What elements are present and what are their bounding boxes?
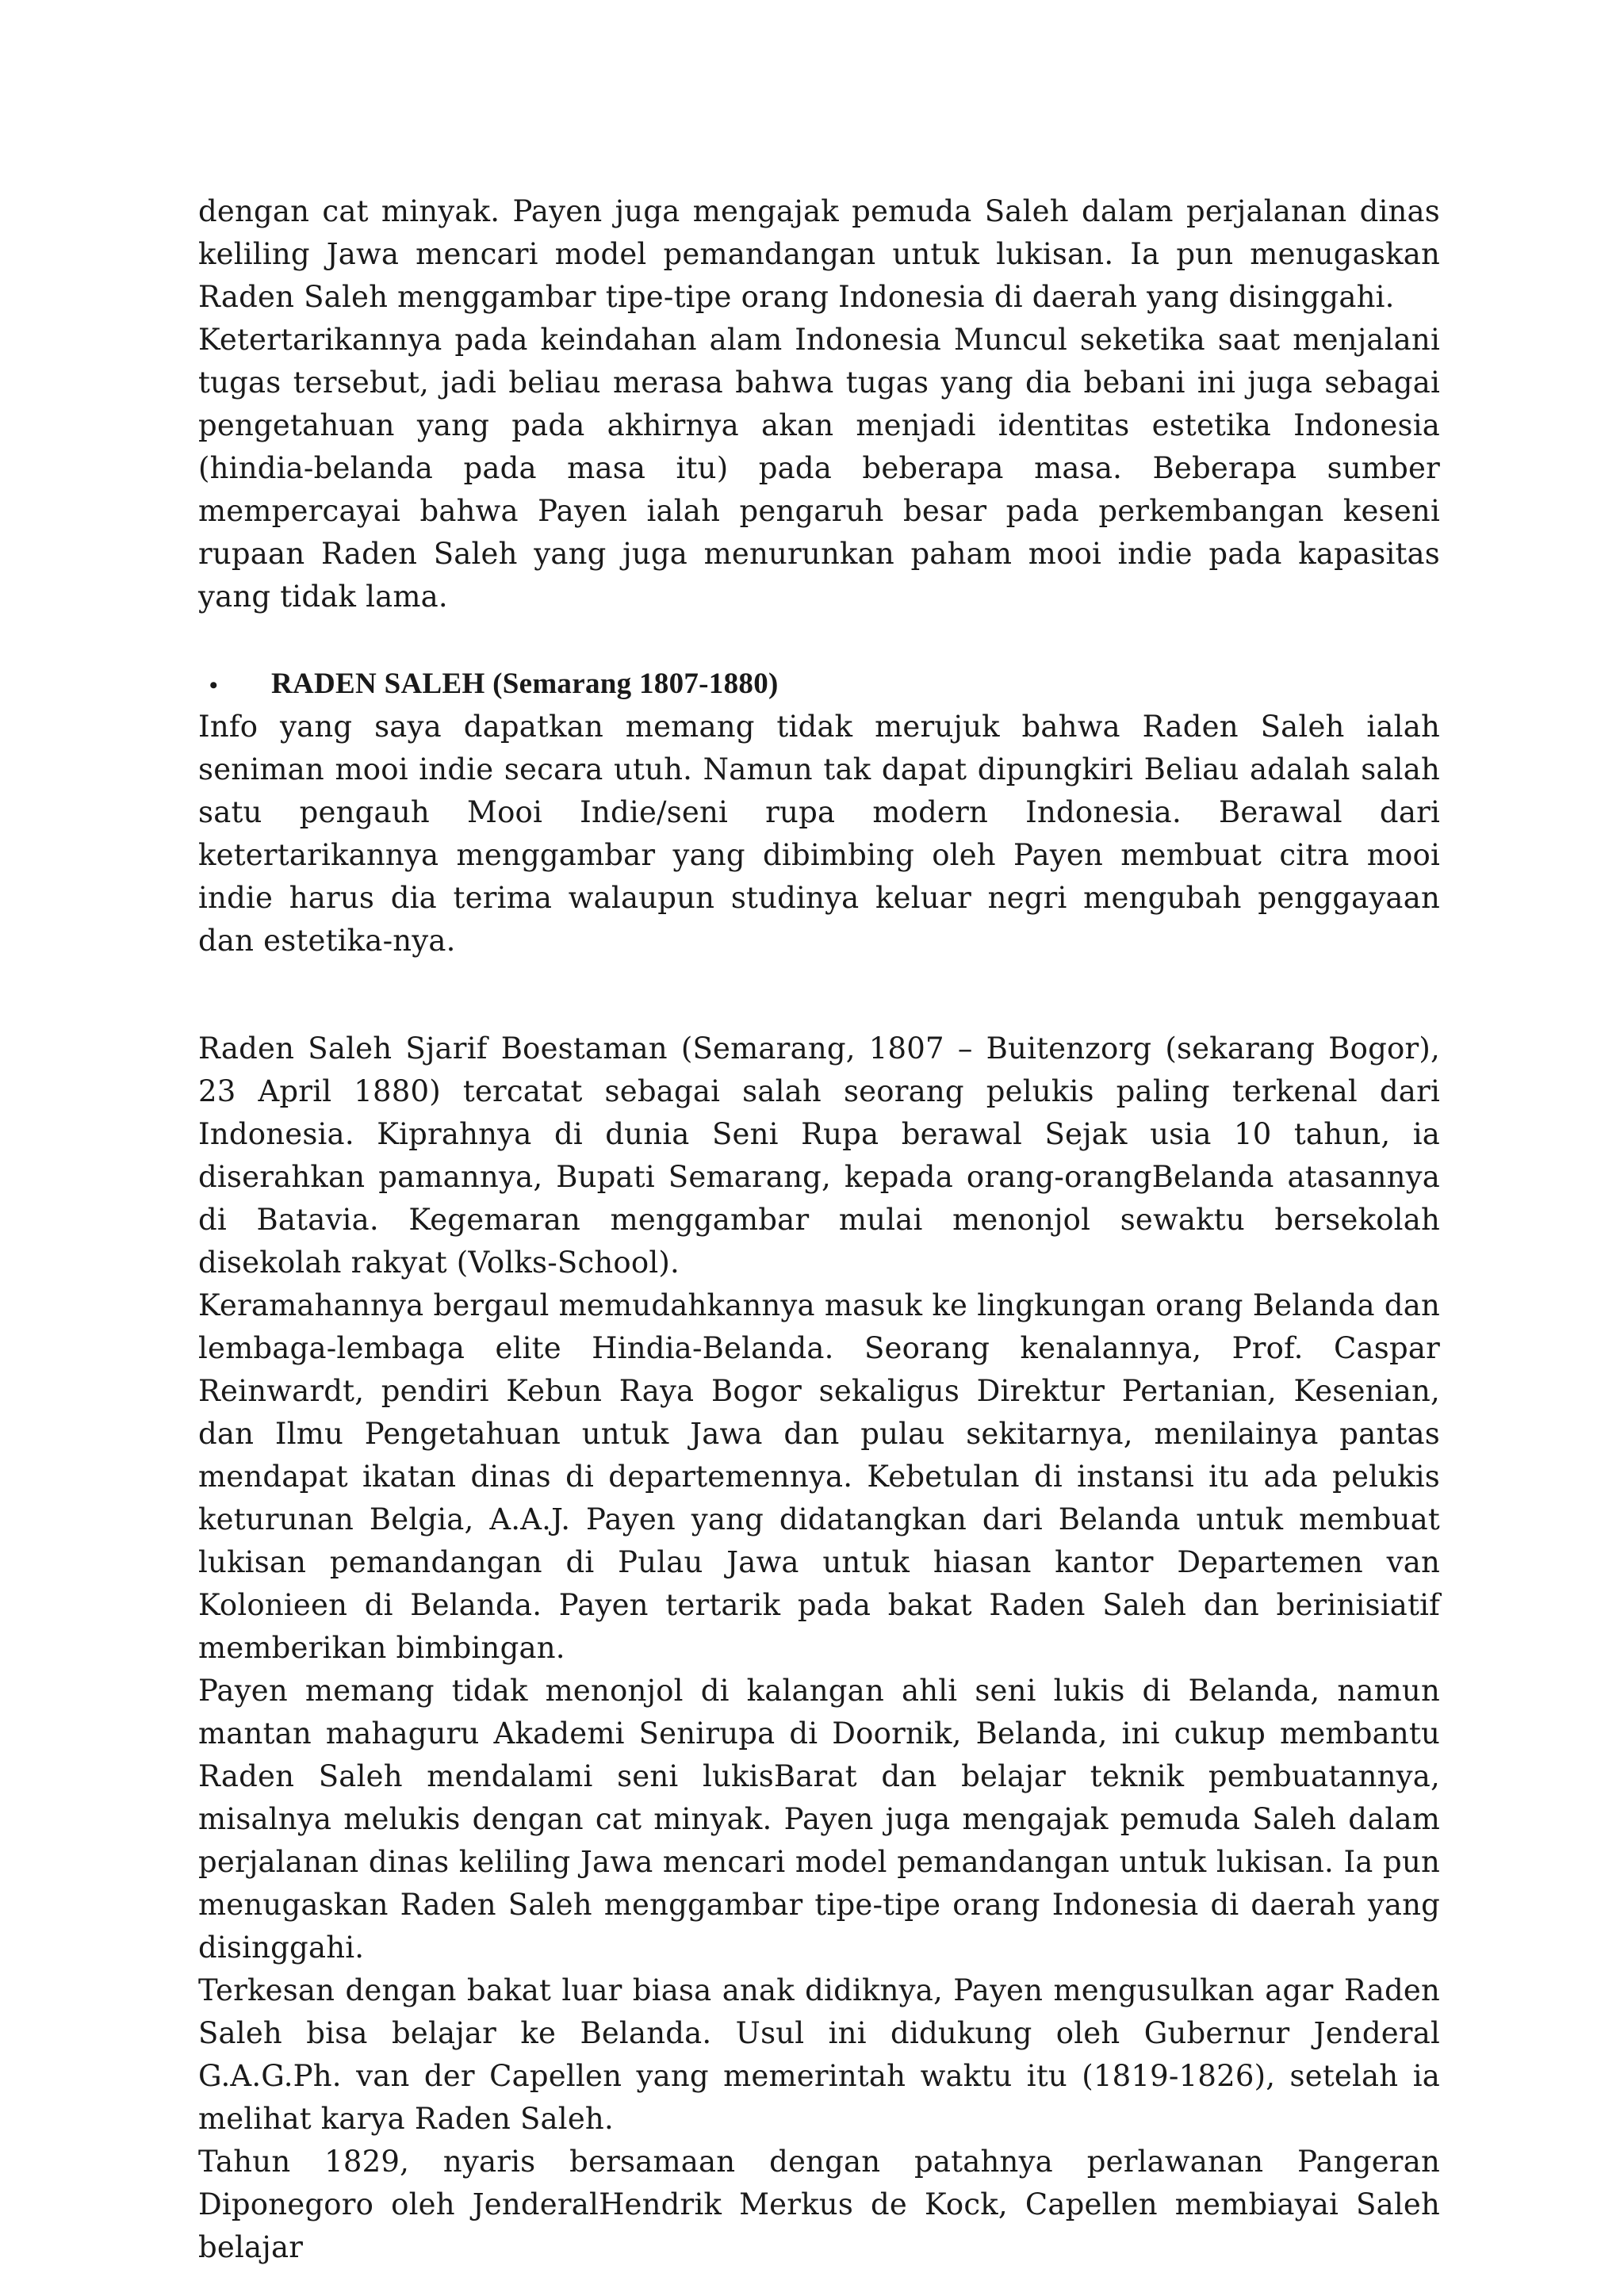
intro-paragraph-2: Ketertarikannya pada keindahan alam Indonesia Muncul seketika saat menjalani tugas tersebut, jadi beliau merasa bahwa tugas yang dia bebani ini juga sebagai pengetahuan yang pada akhirnya akan menjadi identitas estetika Indonesia (hindia-belanda pada masa itu) pada beberapa masa. Beberapa sumber mempercayai bahwa Payen ialah pengaruh besar pada perkembangan keseni rupaan Raden Saleh yang juga menurunkan paham mooi indie pada kapasitas yang tidak lama. <box>198 323 1440 614</box>
bio-paragraph-4: Terkesan dengan bakat luar biasa anak didiknya, Payen mengusulkan agar Raden Saleh bisa belajar ke Belanda. Usul ini didukung oleh Gubernur Jenderal G.A.G.Ph. van der Capellen yang memerintah waktu itu (1819-1826), setelah ia melihat karya Raden Saleh. <box>198 1973 1440 2136</box>
bio-paragraph-5: Tahun 1829, nyaris bersamaan dengan patahnya perlawanan Pangeran Diponegoro oleh JenderalHendrik Merkus de Kock, Capellen membiayai Saleh belajar <box>198 2145 1440 2264</box>
spacer <box>198 962 1440 1027</box>
spacer <box>198 618 1440 661</box>
document-page <box>198 190 1440 2269</box>
section-intro-paragraph: Info yang saya dapatkan memang tidak merujuk bahwa Raden Saleh ialah seniman mooi indie secara utuh. Namun tak dapat dipungkiri Beliau adalah salah satu pengauh Mooi Indie/seni rupa modern Indonesia. Berawal dari ketertarikannya menggambar yang dibimbing oleh Payen membuat citra mooi indie harus dia terima walaupun studinya keluar negri mengubah penggayaan dan estetika-nya. <box>198 710 1440 958</box>
bio-paragraph-3: Payen memang tidak menonjol di kalangan ahli seni lukis di Belanda, namun mantan mahaguru Akademi Senirupa di Doornik, Belanda, ini cukup membantu Raden Saleh mendalami seni lukisBarat dan belajar teknik pembuatannya, misalnya melukis dengan cat minyak. Payen juga mengajak pemuda Saleh dalam perjalanan dinas keliling Jawa mencari model pemandangan untuk lukisan. Ia pun menugaskan Raden Saleh menggambar tipe-tipe orang Indonesia di daerah yang disinggahi. <box>198 1674 1440 1965</box>
bio-paragraph-2: Keramahannya bergaul memudahkannya masuk ke lingkungan orang Belanda dan lembaga-lembaga elite Hindia-Belanda. Seorang kenalannya, Prof. Caspar Reinwardt, pendiri Kebun Raya Bogor sekaligus Direktur Pertanian, Kesenian, dan Ilmu Pengetahuan untuk Jawa dan pulau sekitarnya, menilainya pantas mendapat ikatan dinas di departemennya. Kebetulan di instansi itu ada pelukis keturunan Belgia, A.A.J. Payen yang didatangkan dari Belanda untuk membuat lukisan pemandangan di Pulau Jawa untuk hiasan kantor Departemen van Kolonieen di Belanda. Payen tertarik pada bakat Raden Saleh dan berinisiatif memberikan bimbingan. <box>198 1288 1440 1665</box>
bio-paragraph-1: Raden Saleh Sjarif Boestaman (Semarang, 1807 – Buitenzorg (sekarang Bogor), 23 April 1880) tercatat sebagai salah seorang pelukis paling terkenal dari Indonesia. Kiprahnya di dunia Seni Rupa berawal Sejak usia 10 tahun, ia diserahkan pamannya, Bupati Semarang, kepada orang-orangBelanda atasannya di Batavia. Kegemaran menggambar mulai menonjol sewaktu bersekolah disekolah rakyat (Volks-School). <box>198 1031 1440 1280</box>
section-heading-row <box>198 663 1440 706</box>
intro-paragraph-1: dengan cat minyak. Payen juga mengajak pemuda Saleh dalam perjalanan dinas keliling Jawa mencari model pemandangan untuk lukisan. Ia pun menugaskan Raden Saleh menggambar tipe-tipe orang Indonesia di daerah yang disinggahi. <box>198 194 1440 314</box>
section-heading: RADEN SALEH (Semarang 1807-1880) <box>271 668 779 700</box>
bullet-icon: • <box>209 672 218 698</box>
